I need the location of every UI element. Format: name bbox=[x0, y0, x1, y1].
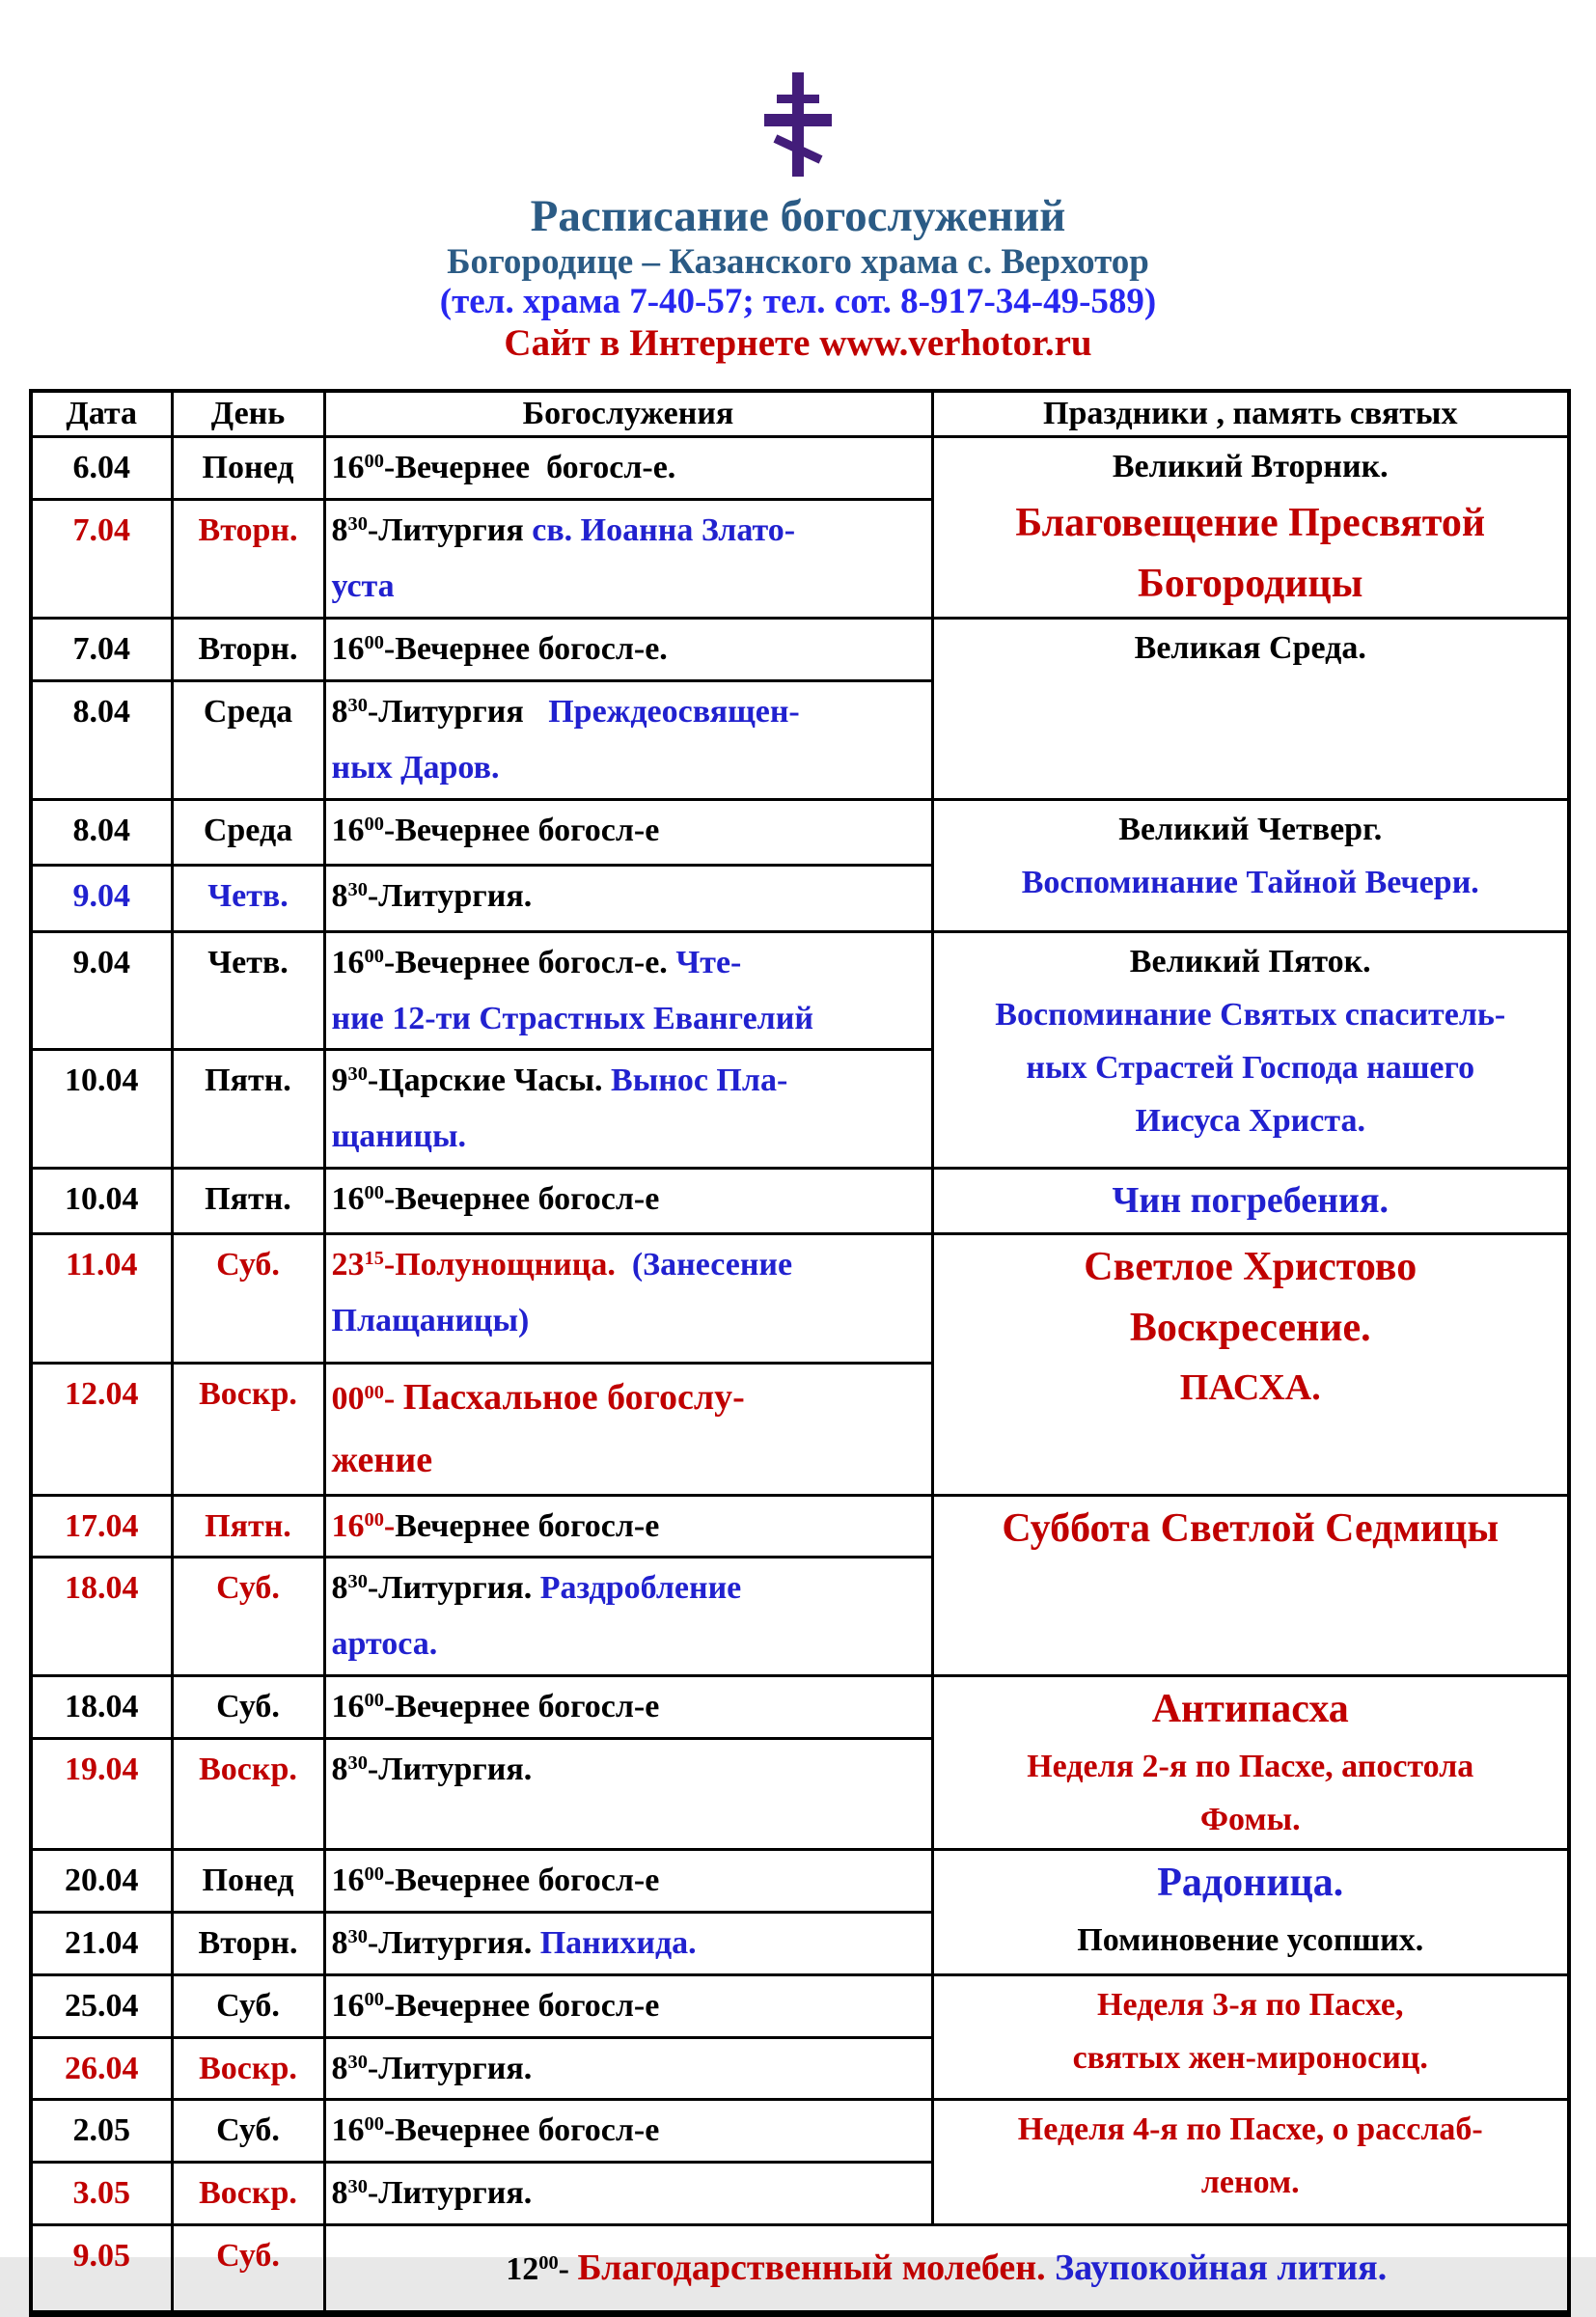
day-cell: Пятн. bbox=[172, 1050, 324, 1169]
day-cell: Четв. bbox=[172, 931, 324, 1050]
service-text: 16 bbox=[331, 1507, 365, 1544]
feast-line: леном. bbox=[1200, 2165, 1300, 2201]
feast-line: святых жен-мироносиц. bbox=[1072, 2039, 1428, 2076]
feast-line: Воскресение. bbox=[1129, 1306, 1371, 1351]
service-text: 00 bbox=[364, 632, 384, 654]
service-text: 30 bbox=[347, 1925, 368, 1947]
service-cell bbox=[324, 681, 932, 800]
feast-cell bbox=[932, 1974, 1569, 2100]
day-cell: Суб. bbox=[172, 1234, 324, 1364]
day-cell: Воскр. bbox=[172, 2037, 324, 2100]
feast-line: Поминовение усопших. bbox=[1077, 1922, 1424, 1959]
feast-line: Богородицы bbox=[1138, 562, 1363, 607]
service-text: 30 bbox=[347, 513, 368, 536]
service-text: Благодарственный молебен. bbox=[577, 2248, 1056, 2289]
feast-cell bbox=[932, 799, 1569, 931]
service-text: 00 bbox=[364, 2113, 384, 2136]
date-cell: 3.05 bbox=[31, 2163, 172, 2225]
day-cell: Вторн. bbox=[172, 500, 324, 619]
date-cell: 10.04 bbox=[31, 1168, 172, 1234]
date-cell: 12.04 bbox=[31, 1364, 172, 1495]
service-text: 8 bbox=[331, 2175, 348, 2212]
day-cell: Вторн. bbox=[172, 1912, 324, 1974]
service-text: 16 bbox=[331, 1689, 365, 1725]
day-cell: Пятн. bbox=[172, 1168, 324, 1234]
service-text: 12 bbox=[506, 2251, 539, 2288]
feast-line: Великая Среда. bbox=[1134, 630, 1366, 667]
service-cell bbox=[324, 2224, 1569, 2313]
service-text: артоса. bbox=[331, 1626, 438, 1663]
service-text: 00 bbox=[364, 813, 384, 835]
table-header-row bbox=[31, 391, 1569, 437]
service-text: (Занесение bbox=[631, 1247, 793, 1283]
day-cell: Воскр. bbox=[172, 1364, 324, 1495]
feast-line: Неделя 2-я по Пасхе, апостола bbox=[1027, 1749, 1474, 1785]
feast-cell bbox=[932, 1676, 1569, 1850]
date-cell: 7.04 bbox=[31, 619, 172, 681]
service-cell bbox=[324, 1676, 932, 1739]
day-cell: Пятн. bbox=[172, 1495, 324, 1558]
service-text: -Литургия. bbox=[367, 877, 533, 914]
service-text: -Вечернее богосл-е bbox=[383, 1862, 660, 1899]
service-cell bbox=[324, 865, 932, 931]
table-row bbox=[31, 1974, 1569, 2037]
feast-line: Светлое Христово bbox=[1084, 1245, 1417, 1290]
date-cell: 20.04 bbox=[31, 1850, 172, 1913]
table-row bbox=[31, 931, 1569, 1050]
service-text: -Полунощница. bbox=[383, 1247, 632, 1283]
service-text: Преждеосвящен- bbox=[548, 694, 800, 731]
date-cell: 18.04 bbox=[31, 1558, 172, 1676]
day-cell: Вторн. bbox=[172, 619, 324, 681]
feast-line: Антипасха bbox=[1151, 1687, 1349, 1732]
service-text: Вечернее богосл-е bbox=[395, 1507, 660, 1544]
feast-line: Неделя 4-я по Пасхе, о расслаб- bbox=[1017, 2111, 1483, 2148]
service-text: -Литургия bbox=[367, 512, 533, 549]
service-cell bbox=[324, 799, 932, 865]
service-text: -Вечернее богосл-е bbox=[383, 1180, 660, 1217]
day-cell: Среда bbox=[172, 681, 324, 800]
service-text: 8 bbox=[331, 1570, 348, 1607]
service-text: -Литургия. bbox=[367, 1751, 533, 1787]
feast-cell bbox=[932, 437, 1569, 619]
service-text: ние 12-ти Страстных Евангелий bbox=[331, 1000, 813, 1036]
service-text: ных Даров. bbox=[331, 749, 500, 786]
date-cell: 6.04 bbox=[31, 437, 172, 500]
service-text: 16 bbox=[331, 1180, 365, 1217]
phone-line: (тел. храма 7-40-57; тел. сот. 8-917-34-49-589) bbox=[439, 282, 1157, 322]
service-text: -Вечернее богосл-е bbox=[383, 1689, 660, 1725]
service-cell bbox=[324, 1364, 932, 1495]
service-text: - bbox=[383, 1507, 396, 1544]
service-text: 16 bbox=[331, 812, 365, 848]
service-text: 8 bbox=[331, 512, 348, 549]
schedule-table bbox=[29, 389, 1571, 2317]
service-text: 00 bbox=[364, 1508, 384, 1531]
date-cell: 8.04 bbox=[31, 799, 172, 865]
service-text: 00 bbox=[538, 2251, 559, 2274]
church-subtitle: Богородице – Казанского храма с. Верхотор bbox=[447, 241, 1149, 282]
page-title: Расписание богослужений bbox=[530, 191, 1066, 241]
service-text: св. Иоанна Злато- bbox=[532, 512, 796, 549]
service-text: 30 bbox=[347, 694, 368, 716]
service-text: -Царские Часы. bbox=[367, 1062, 612, 1099]
service-text: -Литургия. bbox=[367, 1924, 540, 1961]
service-text: -Вечернее богосл-е bbox=[383, 1987, 660, 2024]
feast-line: Великий Четверг. bbox=[1118, 811, 1383, 847]
service-text: Пасхальное богослу- bbox=[402, 1377, 745, 1419]
service-text: -Вечернее богосл-е. bbox=[383, 631, 668, 668]
document-header bbox=[0, 0, 1596, 364]
service-text: - bbox=[558, 2251, 578, 2288]
table-row bbox=[31, 2100, 1569, 2163]
service-text: 00 bbox=[364, 451, 384, 473]
feast-line: ПАСХА. bbox=[1179, 1367, 1321, 1409]
service-text: Плащаницы) bbox=[331, 1303, 530, 1339]
column-header-date: Дата bbox=[31, 391, 172, 437]
feast-cell bbox=[932, 1850, 1569, 1975]
feast-line: Радоница. bbox=[1157, 1861, 1344, 1906]
service-text: Чте- bbox=[675, 944, 742, 980]
feast-cell bbox=[932, 931, 1569, 1168]
service-text: 00 bbox=[364, 1862, 384, 1885]
service-text: 00 bbox=[364, 945, 384, 967]
date-cell: 9.05 bbox=[31, 2224, 172, 2313]
service-text: 16 bbox=[331, 2112, 365, 2149]
day-cell: Среда bbox=[172, 799, 324, 865]
service-text: 00 bbox=[364, 1988, 384, 2010]
table-row bbox=[31, 799, 1569, 865]
table-row bbox=[31, 2224, 1569, 2313]
date-cell: 11.04 bbox=[31, 1234, 172, 1364]
orthodox-cross-icon bbox=[0, 0, 1596, 177]
service-cell bbox=[324, 2100, 932, 2163]
service-text: 00 bbox=[364, 1382, 384, 1404]
table-row bbox=[31, 1850, 1569, 1913]
service-cell bbox=[324, 1050, 932, 1169]
service-cell bbox=[324, 1558, 932, 1676]
day-cell: Воскр. bbox=[172, 1738, 324, 1849]
website-line: Сайт в Интернете www.verhotor.ru bbox=[504, 321, 1092, 364]
service-text: 00 bbox=[331, 1381, 365, 1418]
feast-cell bbox=[932, 1495, 1569, 1675]
date-cell: 18.04 bbox=[31, 1676, 172, 1739]
feast-line: Неделя 3-я по Пасхе, bbox=[1097, 1986, 1404, 2023]
table-row bbox=[31, 1495, 1569, 1558]
table-row bbox=[31, 619, 1569, 681]
feast-cell bbox=[932, 1168, 1569, 1234]
feast-line: Чин погребения. bbox=[1112, 1179, 1390, 1221]
service-text: -Вечернее богосл-е bbox=[383, 812, 660, 848]
date-cell: 10.04 bbox=[31, 1050, 172, 1169]
service-text: Заупокойная лития. bbox=[1055, 2248, 1388, 2289]
service-cell bbox=[324, 931, 932, 1050]
service-text: 30 bbox=[347, 2051, 368, 2073]
date-cell: 21.04 bbox=[31, 1912, 172, 1974]
service-text: 30 bbox=[347, 1063, 368, 1086]
day-cell: Понед bbox=[172, 437, 324, 500]
service-text: -Литургия bbox=[367, 694, 549, 731]
date-cell: 19.04 bbox=[31, 1738, 172, 1849]
service-text: -Вечернее богосл-е. bbox=[383, 944, 676, 980]
feast-line: Суббота Светлой Седмицы bbox=[1002, 1505, 1500, 1551]
service-text: 00 bbox=[364, 1689, 384, 1711]
day-cell: Понед bbox=[172, 1850, 324, 1913]
table-row bbox=[31, 1234, 1569, 1364]
service-text: 16 bbox=[331, 1987, 365, 2024]
service-text: 16 bbox=[331, 631, 365, 668]
service-cell bbox=[324, 1168, 932, 1234]
service-text: Панихида. bbox=[539, 1924, 697, 1961]
date-cell: 9.04 bbox=[31, 931, 172, 1050]
date-cell: 8.04 bbox=[31, 681, 172, 800]
feast-line: Благовещение Пресвятой bbox=[1015, 501, 1486, 546]
day-cell: Суб. bbox=[172, 2100, 324, 2163]
service-text: 30 bbox=[347, 1571, 368, 1593]
feast-cell bbox=[932, 1234, 1569, 1495]
date-cell: 25.04 bbox=[31, 1974, 172, 2037]
feast-line: Великий Пяток. bbox=[1129, 943, 1371, 979]
column-header-feasts: Праздники , память святых bbox=[932, 391, 1569, 437]
feast-line: Фомы. bbox=[1199, 1802, 1301, 1838]
service-text: -Вечернее богосл-е. bbox=[383, 450, 676, 486]
service-text: 8 bbox=[331, 1924, 348, 1961]
service-text: -Литургия. bbox=[367, 2175, 533, 2212]
service-text: 16 bbox=[331, 450, 365, 486]
feast-line: Воспоминание Тайной Вечери. bbox=[1021, 864, 1479, 900]
service-text: 00 bbox=[364, 1181, 384, 1203]
column-header-services: Богослужения bbox=[324, 391, 932, 437]
service-text: 23 bbox=[331, 1247, 365, 1283]
date-cell: 17.04 bbox=[31, 1495, 172, 1558]
day-cell: Суб. bbox=[172, 1558, 324, 1676]
column-header-day: День bbox=[172, 391, 324, 437]
table-row bbox=[31, 1676, 1569, 1739]
service-text: 16 bbox=[331, 1862, 365, 1899]
service-cell bbox=[324, 619, 932, 681]
service-text: 8 bbox=[331, 2050, 348, 2086]
service-text: жение bbox=[331, 1440, 433, 1481]
service-text: -Вечернее богосл-е bbox=[383, 2112, 660, 2149]
service-cell bbox=[324, 2037, 932, 2100]
date-cell: 26.04 bbox=[31, 2037, 172, 2100]
feast-line: Воспоминание Святых спаситель- bbox=[995, 996, 1506, 1033]
date-cell: 7.04 bbox=[31, 500, 172, 619]
service-cell bbox=[324, 1234, 932, 1364]
service-text: 30 bbox=[347, 1752, 368, 1774]
service-text: 8 bbox=[331, 1751, 348, 1787]
service-cell bbox=[324, 1850, 932, 1913]
service-text: 16 bbox=[331, 944, 365, 980]
day-cell: Воскр. bbox=[172, 2163, 324, 2225]
date-cell: 2.05 bbox=[31, 2100, 172, 2163]
service-cell bbox=[324, 2163, 932, 2225]
service-text: 30 bbox=[347, 878, 368, 900]
service-cell bbox=[324, 1495, 932, 1558]
feast-cell bbox=[932, 2100, 1569, 2225]
service-text: Вынос Пла- bbox=[611, 1062, 788, 1099]
service-text: - bbox=[383, 1381, 403, 1418]
feast-cell bbox=[932, 619, 1569, 799]
day-cell: Суб. bbox=[172, 1974, 324, 2037]
service-cell bbox=[324, 1738, 932, 1849]
day-cell: Четв. bbox=[172, 865, 324, 931]
service-text: 30 bbox=[347, 2175, 368, 2197]
service-text: уста bbox=[331, 568, 395, 605]
service-text: Раздробление bbox=[539, 1570, 742, 1607]
service-cell bbox=[324, 500, 932, 619]
service-cell bbox=[324, 1912, 932, 1974]
service-cell bbox=[324, 1974, 932, 2037]
service-cell bbox=[324, 437, 932, 500]
service-text: 8 bbox=[331, 877, 348, 914]
table-row bbox=[31, 437, 1569, 500]
service-text: 8 bbox=[331, 694, 348, 731]
feast-line: ных Страстей Господа нашего bbox=[1026, 1049, 1475, 1086]
service-text: 9 bbox=[331, 1062, 348, 1099]
service-text: 15 bbox=[364, 1248, 384, 1270]
day-cell: Суб. bbox=[172, 1676, 324, 1739]
feast-line: Иисуса Христа. bbox=[1135, 1102, 1365, 1139]
table-row bbox=[31, 1168, 1569, 1234]
service-text: -Литургия. bbox=[367, 1570, 540, 1607]
date-cell: 9.04 bbox=[31, 865, 172, 931]
service-text: -Литургия. bbox=[367, 2050, 533, 2086]
service-text: щаницы. bbox=[331, 1118, 467, 1155]
day-cell: Суб. bbox=[172, 2224, 324, 2313]
feast-line: Великий Вторник. bbox=[1112, 449, 1389, 485]
